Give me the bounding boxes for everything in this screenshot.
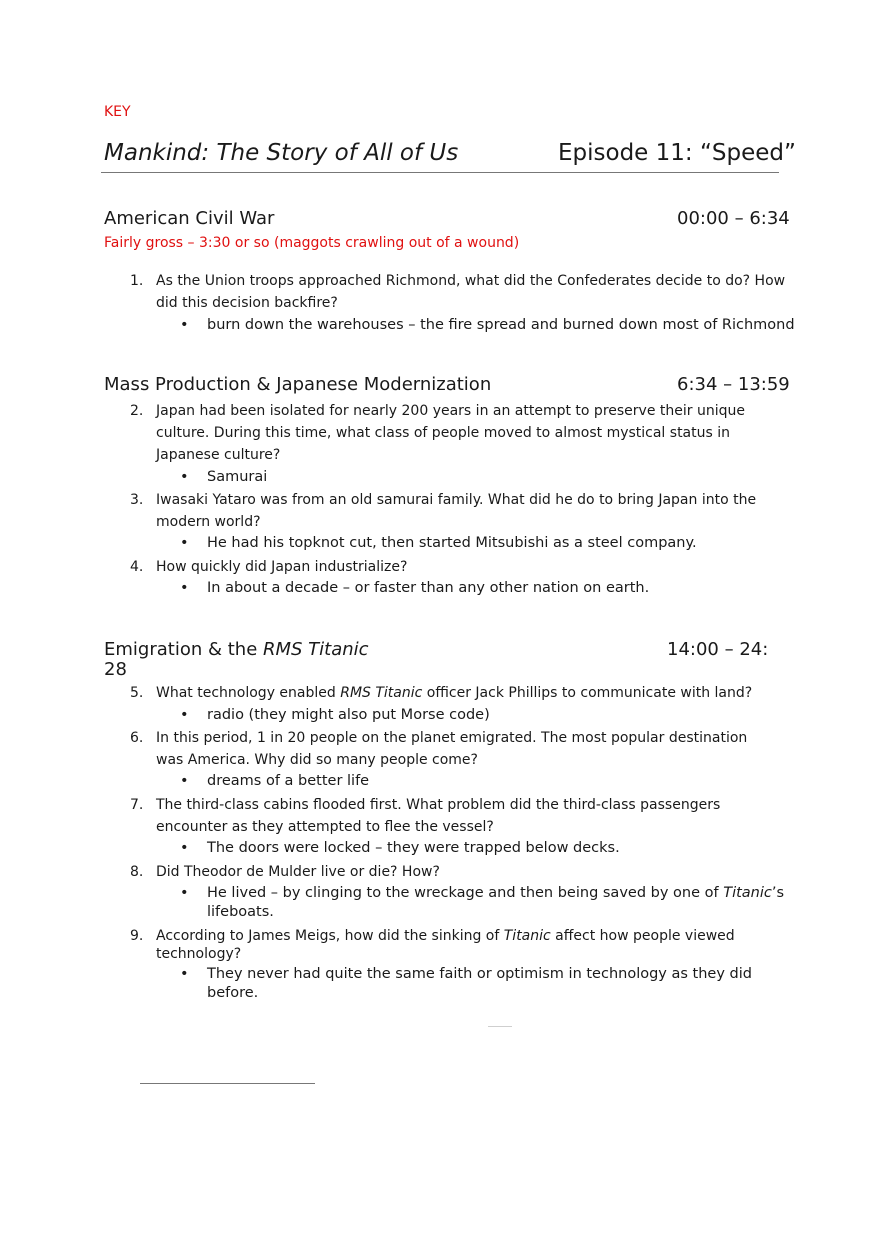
question-4 bbox=[130, 556, 407, 578]
section-title-mass-production: Mass Production & Japanese Modernization bbox=[104, 374, 492, 395]
section-time-emigration: 14:00 – 24: bbox=[667, 639, 769, 660]
answer-text: The doors were locked – they were trapped below decks. bbox=[207, 840, 620, 856]
question-number: 3. bbox=[130, 492, 144, 508]
section-title-civil-war: American Civil War bbox=[104, 208, 275, 229]
question-number: 8. bbox=[130, 864, 144, 880]
question-text: Japan had been isolated for nearly 200 years in an attempt to preserve their unique bbox=[156, 403, 745, 419]
question-text: According to James Meigs, how did the sinking of bbox=[156, 928, 504, 944]
answer-text: He had his topknot cut, then started Mitsubishi as a steel company. bbox=[207, 535, 697, 551]
bullet-icon: • bbox=[180, 469, 189, 485]
answer-5 bbox=[180, 707, 490, 723]
question-number: 5. bbox=[130, 685, 144, 701]
key-label: KEY bbox=[104, 104, 131, 120]
question-text: Iwasaki Yataro was from an old samurai family. What did he do to bring Japan into the bbox=[156, 492, 757, 508]
bullet-icon: • bbox=[180, 840, 189, 856]
question-text-rest: officer Jack Phillips to communicate with land? bbox=[422, 685, 753, 701]
answer-text: dreams of a better life bbox=[207, 773, 370, 789]
question-3 bbox=[130, 489, 756, 511]
answer-text-italic: Titanic bbox=[723, 885, 772, 901]
answer-8 bbox=[180, 885, 785, 901]
question-6 bbox=[130, 727, 747, 749]
question-1-line-2: did this decision backfire? bbox=[156, 295, 338, 311]
bullet-icon: • bbox=[180, 535, 189, 551]
answer-8-line-2: lifeboats. bbox=[207, 904, 274, 920]
document-title: Mankind: The Story of All of Us bbox=[104, 140, 459, 166]
question-text: As the Union troops approached Richmond, what did the Confederates decide to do? How bbox=[156, 273, 786, 289]
bullet-icon: • bbox=[180, 580, 189, 596]
section-title-emigration bbox=[104, 639, 369, 660]
episode-title: Episode 11: “Speed” bbox=[558, 140, 796, 166]
question-5 bbox=[130, 682, 752, 704]
section-title-text: Emigration & the bbox=[104, 639, 263, 660]
section-title-italic: RMS Titanic bbox=[263, 639, 369, 660]
answer-2 bbox=[180, 469, 268, 485]
question-9-line-2: technology? bbox=[156, 946, 242, 962]
answer-text-rest: ’s bbox=[771, 885, 785, 901]
question-1 bbox=[130, 270, 785, 292]
bullet-icon: • bbox=[180, 773, 189, 789]
answer-text: burn down the warehouses – the fire spread and burned down most of Richmond bbox=[207, 317, 795, 333]
question-text-rest: affect how people viewed bbox=[550, 928, 735, 944]
question-number: 1. bbox=[130, 273, 144, 289]
question-text: Did Theodor de Mulder live or die? How? bbox=[156, 864, 440, 880]
question-number: 7. bbox=[130, 797, 144, 813]
answer-text: radio (they might also put Morse code) bbox=[207, 707, 490, 723]
question-2 bbox=[130, 400, 745, 422]
question-text: The third-class cabins flooded first. What problem did the third-class passengers bbox=[156, 797, 721, 813]
faint-divider bbox=[488, 1026, 512, 1027]
question-text-italic: Titanic bbox=[503, 928, 551, 944]
bullet-icon: • bbox=[180, 317, 189, 333]
title-underline bbox=[101, 172, 779, 173]
footnote-separator bbox=[140, 1083, 315, 1084]
question-number: 2. bbox=[130, 403, 144, 419]
section-time-mass-production: 6:34 – 13:59 bbox=[677, 374, 790, 395]
question-number: 4. bbox=[130, 559, 144, 575]
question-text: In this period, 1 in 20 people on the planet emigrated. The most popular destination bbox=[156, 730, 748, 746]
answer-text: They never had quite the same faith or optimism in technology as they did bbox=[207, 966, 752, 982]
question-text: How quickly did Japan industrialize? bbox=[156, 559, 408, 575]
bullet-icon: • bbox=[180, 966, 189, 982]
answer-1 bbox=[180, 317, 795, 333]
answer-3 bbox=[180, 535, 697, 551]
answer-7 bbox=[180, 840, 620, 856]
question-7 bbox=[130, 794, 720, 816]
section-time-emigration-wrap: 28 bbox=[104, 659, 127, 680]
question-number: 9. bbox=[130, 928, 144, 944]
question-2-line-3: Japanese culture? bbox=[156, 447, 281, 463]
question-7-line-2: encounter as they attempted to flee the vessel? bbox=[156, 819, 494, 835]
answer-text: In about a decade – or faster than any other nation on earth. bbox=[207, 580, 650, 596]
answer-9-line-2: before. bbox=[207, 985, 259, 1001]
question-text-italic: RMS Titanic bbox=[340, 685, 423, 701]
content-warning-note: Fairly gross – 3:30 or so (maggots crawling out of a wound) bbox=[104, 235, 520, 251]
section-time-civil-war: 00:00 – 6:34 bbox=[677, 208, 790, 229]
answer-6 bbox=[180, 773, 370, 789]
answer-text: He lived – by clinging to the wreckage and then being saved by one of bbox=[207, 885, 724, 901]
question-text: What technology enabled bbox=[156, 685, 341, 701]
bullet-icon: • bbox=[180, 707, 189, 723]
answer-4 bbox=[180, 580, 650, 596]
question-6-line-2: was America. Why did so many people come? bbox=[156, 752, 478, 768]
answer-9 bbox=[180, 966, 752, 982]
question-3-line-2: modern world? bbox=[156, 514, 261, 530]
bullet-icon: • bbox=[180, 885, 189, 901]
question-number: 6. bbox=[130, 730, 144, 746]
question-8 bbox=[130, 861, 440, 883]
answer-text: Samurai bbox=[207, 469, 268, 485]
question-2-line-2: culture. During this time, what class of people moved to almost mystical status in bbox=[156, 425, 731, 441]
